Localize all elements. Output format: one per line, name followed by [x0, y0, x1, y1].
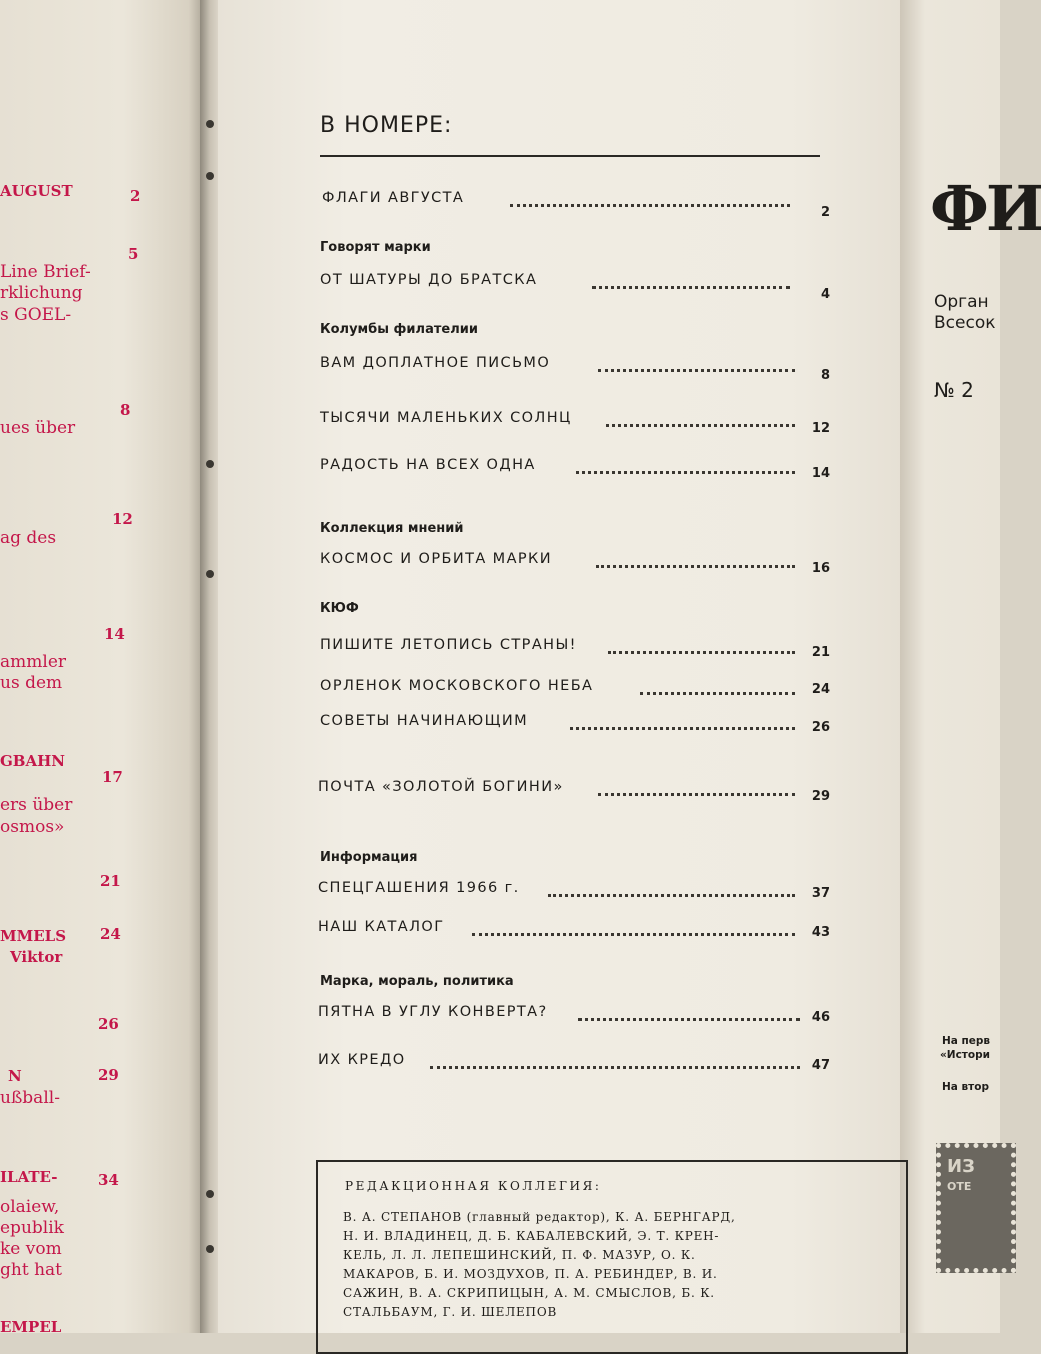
cover-note: «Истори [940, 1049, 990, 1061]
toc-page-number: 21 [811, 645, 830, 660]
left-page-number: 17 [102, 768, 123, 786]
toc-entry-title: ФЛАГИ АВГУСТА [322, 190, 465, 206]
toc-page-number: 29 [811, 789, 830, 804]
dot-leader [606, 424, 795, 427]
cover-note: На перв [942, 1035, 991, 1047]
toc-entry-title: РАДОСТЬ НА ВСЕХ ОДНА [320, 457, 536, 473]
toc-page-number: 14 [811, 466, 830, 481]
toc-page-number: 46 [811, 1010, 830, 1025]
staple-hole [206, 120, 214, 128]
dot-leader [640, 692, 795, 695]
left-page-text: us dem [0, 673, 63, 693]
left-page-number: 14 [104, 625, 125, 643]
toc-entry-title: НАШ КАТАЛОГ [318, 919, 445, 935]
heading-rule [320, 155, 820, 157]
left-page-text: Line Brief- [0, 262, 91, 282]
left-page-number: 29 [98, 1066, 119, 1084]
dot-leader [598, 369, 795, 372]
section-label: Говорят марки [320, 240, 431, 255]
toc-page-number: 4 [820, 287, 830, 302]
left-page-text: rklichung [0, 283, 83, 303]
union-text: Всесок [934, 313, 996, 333]
editorial-board-line: В. А. СТЕПАНОВ (главный редактор), К. А. БЕРНГАРД, [343, 1210, 736, 1224]
dot-leader [472, 933, 795, 936]
left-page-text: ILATE- [0, 1168, 58, 1186]
toc-page-number: 26 [811, 720, 830, 735]
section-label: Марка, мораль, политика [320, 974, 514, 989]
editorial-board-line: Н. И. ВЛАДИНЕЦ, Д. Б. КАБАЛЕВСКИЙ, Э. Т. КРЕН- [343, 1229, 720, 1243]
left-page-number: 5 [128, 245, 139, 263]
staple-hole [206, 1190, 214, 1198]
stamp-image [936, 1143, 1016, 1273]
left-page-number: 24 [100, 925, 121, 943]
editorial-board-line: САЖИН, В. А. СКРИПИЦЫН, А. М. СМЫСЛОВ, Б. К. [343, 1286, 715, 1300]
left-page-number: 26 [98, 1015, 119, 1033]
toc-entry-title: ОТ ШАТУРЫ ДО БРАТСКА [320, 272, 538, 288]
toc-page-number: 47 [811, 1058, 830, 1073]
dot-leader [510, 204, 790, 207]
dot-leader [576, 471, 795, 474]
staple-hole [206, 460, 214, 468]
organ-text: Орган [934, 292, 989, 312]
dot-leader [548, 894, 795, 897]
left-page-text: Viktor [10, 948, 63, 966]
toc-page-number: 8 [820, 368, 830, 383]
left-page [0, 0, 205, 1336]
toc-page-number: 43 [811, 925, 830, 940]
stamp-text: ОТЕ [947, 1180, 972, 1193]
editorial-board-title: РЕДАКЦИОННАЯ КОЛЛЕГИЯ: [345, 1179, 602, 1193]
toc-entry-title: ПИШИТЕ ЛЕТОПИСЬ СТРАНЫ! [320, 637, 577, 653]
left-page-text: GBAHN [0, 752, 66, 770]
left-page-text: ke vom [0, 1239, 62, 1259]
editorial-board [316, 1160, 908, 1354]
left-page-number: 21 [100, 872, 121, 890]
dot-leader [570, 727, 795, 730]
dot-leader [578, 1018, 800, 1021]
left-page-text: ag des [0, 528, 57, 548]
toc-page-number: 2 [820, 205, 830, 220]
staple-hole [206, 570, 214, 578]
stamp-text: ИЗ [947, 1156, 975, 1177]
left-page-text: ußball- [0, 1088, 60, 1108]
left-page-text: s GOEL- [0, 305, 72, 325]
toc-entry-title: ПОЧТА «ЗОЛОТОЙ БОГИНИ» [318, 779, 564, 795]
magazine-logo: ФИ [930, 172, 1041, 245]
left-page-text: N [8, 1067, 22, 1085]
dot-leader [430, 1066, 800, 1069]
toc-entry-title: ВАМ ДОПЛАТНОЕ ПИСЬМО [320, 355, 551, 371]
left-page-number: 12 [112, 510, 133, 528]
left-page-text: MMELS [0, 927, 67, 945]
dot-leader [598, 793, 795, 796]
editorial-board-line: СТАЛЬБАУМ, Г. И. ШЕЛЕПОВ [343, 1305, 558, 1319]
left-page-text: ght hat [0, 1260, 62, 1280]
toc-page-number: 37 [811, 886, 830, 901]
editorial-board-line: КЕЛЬ, Л. Л. ЛЕПЕШИНСКИЙ, П. Ф. МАЗУР, О. К. [343, 1248, 696, 1262]
left-page-text: EMPEL [0, 1318, 62, 1336]
section-label: Колумбы филателии [320, 322, 478, 337]
toc-page-number: 24 [811, 682, 830, 697]
toc-entry-title: ТЫСЯЧИ МАЛЕНЬКИХ СОЛНЦ [320, 410, 572, 426]
right-page [900, 0, 1041, 1333]
left-page-text: olaiew, [0, 1197, 60, 1217]
section-label: Коллекция мнений [320, 521, 464, 536]
left-page-text: ers über [0, 795, 73, 815]
dot-leader [608, 651, 795, 654]
left-page-text: AUGUST [0, 182, 73, 200]
section-label: Информация [320, 850, 418, 865]
left-page-text: osmos» [0, 817, 65, 837]
staple-hole [206, 1245, 214, 1253]
left-page-text: epublik [0, 1218, 64, 1238]
left-page-text: ammler [0, 652, 66, 672]
issue-number: № 2 [934, 378, 974, 402]
toc-page-number: 12 [811, 421, 830, 436]
toc-entry-title: ОРЛЕНОК МОСКОВСКОГО НЕБА [320, 678, 594, 694]
left-page-number: 34 [98, 1171, 119, 1189]
section-label: КЮФ [320, 601, 359, 616]
toc-entry-title: СПЕЦГАШЕНИЯ 1966 г. [318, 880, 520, 896]
left-page-number: 2 [130, 187, 141, 205]
left-page-number: 8 [120, 401, 131, 419]
dot-leader [596, 565, 795, 568]
toc-entry-title: СОВЕТЫ НАЧИНАЮЩИМ [320, 713, 529, 729]
toc-entry-title: ПЯТНА В УГЛУ КОНВЕРТА? [318, 1004, 548, 1020]
staple-hole [206, 172, 214, 180]
contents-heading: В НОМЕРЕ: [320, 113, 453, 138]
toc-page-number: 16 [811, 561, 830, 576]
toc-entry-title: ИХ КРЕДО [318, 1052, 406, 1068]
cover-note: На втор [942, 1081, 989, 1093]
toc-entry-title: КОСМОС И ОРБИТА МАРКИ [320, 551, 552, 567]
left-page-text: ues über [0, 418, 76, 438]
dot-leader [592, 286, 790, 289]
editorial-board-line: МАКАРОВ, Б. И. МОЗДУХОВ, П. А. РЕБИНДЕР, В. И. [343, 1267, 718, 1281]
